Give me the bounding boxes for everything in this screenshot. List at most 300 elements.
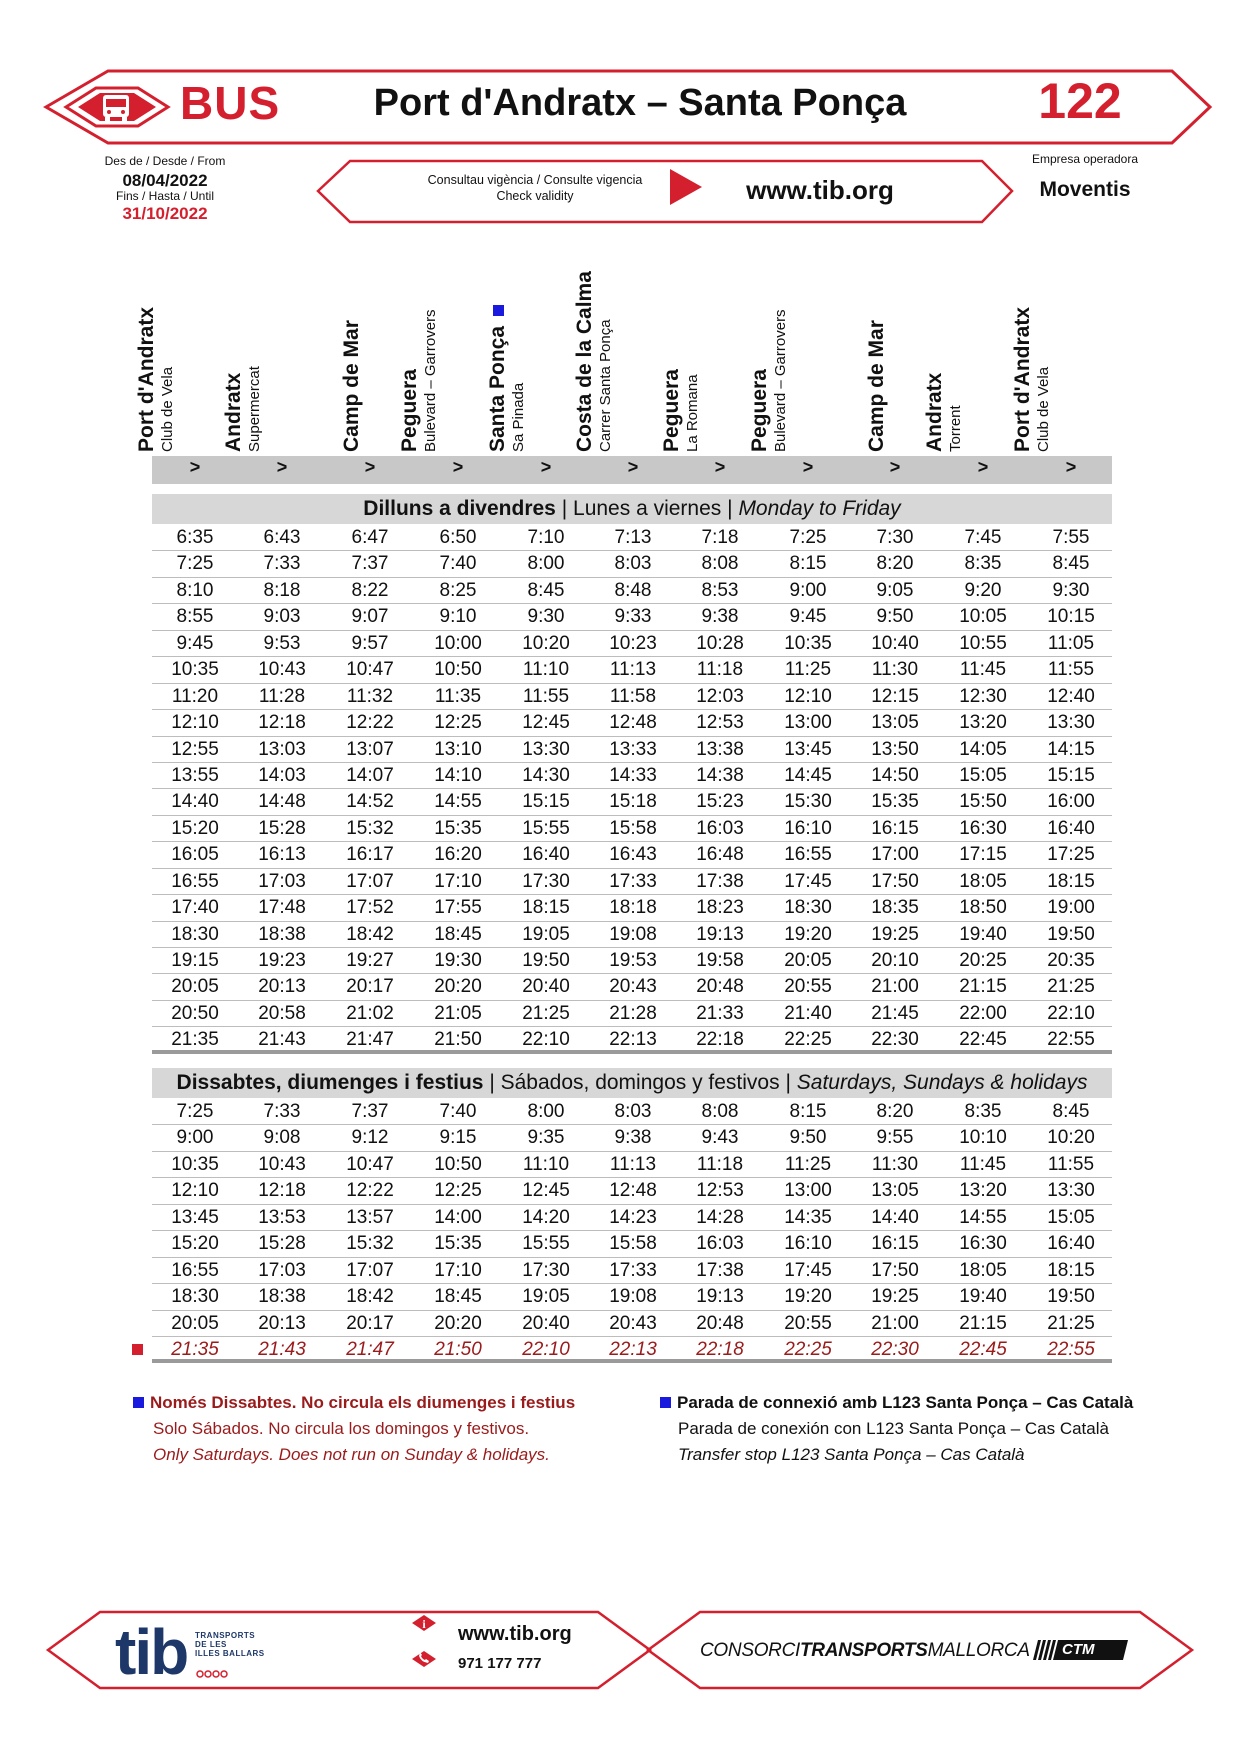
footer-phone[interactable]: 971 177 777 <box>458 1655 542 1672</box>
departure-time: 8:35 <box>964 553 1002 575</box>
departure-time: 10:47 <box>346 659 394 681</box>
departure-time: 9:00 <box>789 579 827 601</box>
timetable-row <box>152 842 1112 868</box>
departure-time: 18:42 <box>346 1286 394 1308</box>
validity-line2: Check validity <box>496 189 574 203</box>
departure-time: 8:20 <box>876 553 914 575</box>
timetable-row <box>152 1152 1112 1178</box>
timetable-row <box>152 1001 1112 1027</box>
departure-time: 22:10 <box>522 1029 570 1051</box>
website-link[interactable]: www.tib.org <box>746 175 894 205</box>
departure-time: 16:48 <box>696 844 744 866</box>
departure-time: 12:10 <box>171 712 219 734</box>
stop-subname: Club de Vela <box>159 366 176 452</box>
departure-time: 7:25 <box>789 527 827 548</box>
departure-time: 15:23 <box>696 791 744 813</box>
departure-time: 9:05 <box>876 579 914 601</box>
stop-subname: Club de Vela <box>1035 366 1052 452</box>
validity-line1: Consultau vigència / Consulte vigencia <box>427 173 643 187</box>
saturday-only-marker-icon <box>132 1344 143 1355</box>
departure-time: 14:15 <box>1047 738 1095 760</box>
departure-time: 10:28 <box>696 632 744 654</box>
departure-time: 19:20 <box>784 923 832 945</box>
departure-time: 15:35 <box>434 1233 482 1255</box>
connection-note-ca: Parada de connexió amb L123 Santa Ponça – Cas Català <box>677 1393 1134 1412</box>
departure-time: 11:58 <box>609 685 657 707</box>
departure-time: 21:05 <box>434 1002 482 1024</box>
departure-time: 12:15 <box>871 685 919 707</box>
stop-name: Costa de la Calma <box>573 271 596 452</box>
departure-time: 22:25 <box>784 1029 832 1051</box>
departure-time: 16:40 <box>522 844 570 866</box>
timetable-row <box>152 631 1112 657</box>
departure-time: 19:13 <box>696 923 744 945</box>
departure-time: 15:58 <box>609 1233 657 1255</box>
departure-time: 11:55 <box>522 685 570 707</box>
direction-arrow: > <box>189 457 201 477</box>
departure-time: 21:50 <box>434 1029 482 1051</box>
departure-time: 22:45 <box>959 1338 1007 1360</box>
departure-time: 14:00 <box>434 1206 482 1228</box>
weekend-title-ca: Dissabtes, diumenges i festius <box>176 1071 484 1094</box>
departure-time: 22:13 <box>609 1338 657 1360</box>
departure-time: 8:00 <box>527 1101 565 1122</box>
departure-time: 7:25 <box>176 1101 214 1122</box>
departure-time: 9:15 <box>439 1127 477 1149</box>
departure-time: 18:30 <box>784 897 832 919</box>
departure-time: 11:55 <box>1047 1153 1095 1175</box>
departure-time: 22:13 <box>609 1029 657 1051</box>
departure-time: 9:20 <box>964 579 1002 601</box>
weekend-timetable <box>152 1099 1112 1363</box>
departure-time: 18:23 <box>696 897 744 919</box>
departure-time: 11:10 <box>522 659 570 681</box>
departure-time: 17:40 <box>171 897 219 919</box>
departure-time: 16:10 <box>784 817 832 839</box>
departure-time: 9:38 <box>701 606 739 628</box>
departure-time: 16:55 <box>171 1259 219 1281</box>
departure-time: 10:50 <box>434 1153 482 1175</box>
stop-name: Andratx <box>222 372 245 452</box>
departure-time: 13:00 <box>784 1180 832 1202</box>
departure-time: 11:30 <box>871 659 919 681</box>
departure-time: 10:05 <box>959 606 1007 628</box>
departure-time: 16:03 <box>696 817 744 839</box>
departure-time: 11:13 <box>609 1153 657 1175</box>
departure-time: 13:30 <box>1047 1180 1095 1202</box>
stop-subname: Supermercat <box>246 366 263 452</box>
departure-time: 12:10 <box>171 1180 219 1202</box>
stop-subname: Bulevard – Garrovers <box>772 309 789 452</box>
timetable-row <box>152 1125 1112 1151</box>
departure-time: 14:50 <box>871 764 919 786</box>
stop-name: Peguera <box>398 369 421 452</box>
departure-time: 19:40 <box>959 1286 1007 1308</box>
departure-time: 20:20 <box>434 976 482 998</box>
departure-time: 16:03 <box>696 1233 744 1255</box>
departure-time: 14:07 <box>346 764 394 786</box>
departure-time: 7:30 <box>876 527 914 548</box>
timetable-row <box>152 604 1112 630</box>
departure-time: 8:25 <box>439 579 477 601</box>
info-icon <box>412 1615 436 1631</box>
connection-note-es: Parada de conexión con L123 Santa Ponça – Cas Català <box>678 1419 1109 1438</box>
departure-time: 9:55 <box>876 1127 914 1149</box>
departure-time: 18:38 <box>258 923 306 945</box>
note-square-icon <box>133 1397 144 1408</box>
departure-time: 7:37 <box>351 553 389 575</box>
timetable-row <box>152 737 1112 763</box>
departure-time: 18:42 <box>346 923 394 945</box>
departure-time: 17:45 <box>784 1259 832 1281</box>
departure-time: 18:35 <box>871 897 919 919</box>
departure-time: 18:05 <box>959 870 1007 892</box>
departure-time: 22:10 <box>522 1338 570 1360</box>
play-arrow-icon <box>670 169 702 205</box>
departure-time: 17:45 <box>784 870 832 892</box>
departure-time: 19:25 <box>871 923 919 945</box>
departure-time: 9:07 <box>351 606 389 628</box>
departure-time: 8:08 <box>701 1101 739 1122</box>
departure-time: 9:35 <box>527 1127 565 1149</box>
departure-time: 9:43 <box>701 1127 739 1149</box>
departure-time: 18:45 <box>434 923 482 945</box>
departure-time: 12:22 <box>346 712 394 734</box>
departure-time: 13:05 <box>871 712 919 734</box>
departure-time: 17:07 <box>346 870 394 892</box>
departure-time: 21:15 <box>959 1312 1007 1334</box>
departure-time: 15:35 <box>871 791 919 813</box>
departure-time: 7:25 <box>176 553 214 575</box>
departure-time: 20:43 <box>609 1312 657 1334</box>
departure-time: 12:48 <box>609 1180 657 1202</box>
departure-time: 9:57 <box>351 632 389 654</box>
timetable-row <box>152 1337 1112 1363</box>
departure-time: 9:03 <box>263 606 301 628</box>
until-label: Fins / Hasta / Until <box>115 189 215 203</box>
departure-time: 14:48 <box>258 791 306 813</box>
departure-time: 21:43 <box>258 1029 306 1051</box>
timetable-row <box>152 657 1112 683</box>
departure-time: 22:18 <box>696 1029 744 1051</box>
departure-time: 20:05 <box>171 1312 219 1334</box>
departure-time: 19:08 <box>609 1286 657 1308</box>
departure-time: 18:30 <box>171 923 219 945</box>
consorci-logo: CONSORCITRANSPORTSMALLORCA <box>700 1640 1030 1661</box>
departure-time: 16:20 <box>434 844 482 866</box>
departure-time: 8:15 <box>789 553 827 575</box>
departure-time: 17:52 <box>346 897 394 919</box>
departure-time: 17:55 <box>434 897 482 919</box>
departure-time: 19:50 <box>1047 1286 1095 1308</box>
departure-time: 11:25 <box>784 1153 832 1175</box>
departure-time: 22:30 <box>871 1338 919 1360</box>
departure-time: 12:40 <box>1047 685 1095 707</box>
departure-time: 18:38 <box>258 1286 306 1308</box>
departure-time: 15:05 <box>959 764 1007 786</box>
direction-arrow: > <box>977 457 989 477</box>
departure-time: 12:53 <box>696 1180 744 1202</box>
departure-time: 19:50 <box>522 950 570 971</box>
departure-time: 14:45 <box>784 764 832 786</box>
weekend-title-en: Saturdays, Sundays & holidays <box>796 1071 1088 1094</box>
departure-time: 7:40 <box>439 1101 477 1122</box>
departure-time: 20:48 <box>696 976 744 998</box>
departure-time: 9:45 <box>176 632 214 654</box>
departure-time: 17:30 <box>522 1259 570 1281</box>
departure-time: 8:20 <box>876 1101 914 1122</box>
departure-time: 9:08 <box>263 1127 301 1149</box>
departure-time: 13:30 <box>1047 712 1095 734</box>
validity-note <box>420 172 650 204</box>
departure-time: 13:45 <box>171 1206 219 1228</box>
timetable-row <box>152 922 1112 948</box>
departure-time: 17:10 <box>434 1259 482 1281</box>
weekday-section-title: Dilluns a divendres | Lunes a viernes | Monday to Friday <box>152 494 1112 524</box>
departure-time: 10:43 <box>258 1153 306 1175</box>
weekday-timetable <box>152 525 1112 1054</box>
departure-time: 19:13 <box>696 1286 744 1308</box>
departure-time: 15:55 <box>522 817 570 839</box>
departure-time: 14:03 <box>258 764 306 786</box>
departure-time: 11:20 <box>171 685 219 707</box>
departure-time: 7:18 <box>701 527 739 548</box>
departure-time: 15:30 <box>784 791 832 813</box>
departure-time: 13:33 <box>609 738 657 760</box>
departure-time: 18:18 <box>609 897 657 919</box>
departure-time: 11:18 <box>696 1153 744 1175</box>
departure-time: 12:25 <box>434 712 482 734</box>
departure-time: 12:18 <box>258 712 306 734</box>
direction-arrow: > <box>627 457 639 477</box>
departure-time: 16:43 <box>609 844 657 866</box>
departure-time: 14:23 <box>609 1206 657 1228</box>
departure-time: 22:45 <box>959 1029 1007 1051</box>
departure-time: 14:30 <box>522 764 570 786</box>
departure-time: 16:55 <box>784 844 832 866</box>
departure-time: 20:17 <box>346 976 394 998</box>
departure-time: 18:15 <box>522 897 570 919</box>
departure-time: 21:28 <box>609 1002 657 1024</box>
timetable-row <box>152 816 1112 842</box>
connection-square-icon <box>660 1397 671 1408</box>
departure-time: 12:10 <box>784 685 832 707</box>
connection-note-en: Transfer stop L123 Santa Ponça – Cas Català <box>678 1445 1025 1464</box>
departure-time: 11:18 <box>696 659 744 681</box>
until-date: 31/10/2022 <box>122 204 208 223</box>
departure-time: 15:28 <box>258 817 306 839</box>
departure-time: 12:45 <box>522 712 570 734</box>
departure-time: 14:40 <box>871 1206 919 1228</box>
departure-time: 13:45 <box>784 738 832 760</box>
departure-time: 21:15 <box>959 976 1007 998</box>
departure-time: 16:17 <box>346 844 394 866</box>
weekend-section-title: Dissabtes, diumenges i festius | Sábados, domingos y festivos | Saturdays, Sundays & holidays <box>152 1068 1112 1098</box>
departure-time: 20:43 <box>609 976 657 998</box>
departure-time: 14:55 <box>434 791 482 813</box>
operator-name: Moventis <box>1039 178 1131 201</box>
departure-time: 20:48 <box>696 1312 744 1334</box>
departure-time: 19:58 <box>696 950 744 971</box>
direction-arrow: > <box>276 457 288 477</box>
departure-time: 21:40 <box>784 1002 832 1024</box>
timetable-row <box>152 578 1112 604</box>
departure-time: 16:55 <box>171 870 219 892</box>
departure-time: 9:45 <box>789 606 827 628</box>
departure-time: 9:10 <box>439 606 477 628</box>
departure-time: 22:55 <box>1047 1338 1095 1360</box>
weekday-title-en: Monday to Friday <box>738 497 901 520</box>
departure-time: 19:08 <box>609 923 657 945</box>
departure-time: 14:40 <box>171 791 219 813</box>
timetable-row <box>152 710 1112 736</box>
departure-time: 16:00 <box>1047 791 1095 813</box>
departure-time: 20:10 <box>871 950 919 971</box>
stop-subname: Torrent <box>947 405 964 452</box>
departure-time: 18:50 <box>959 897 1007 919</box>
departure-time: 11:35 <box>434 685 482 707</box>
svg-text:i: i <box>422 1617 426 1631</box>
departure-time: 13:30 <box>522 738 570 760</box>
departure-time: 6:47 <box>351 527 389 548</box>
departure-time: 15:55 <box>522 1233 570 1255</box>
departure-time: 11:28 <box>258 685 306 707</box>
footer-website-link[interactable]: www.tib.org <box>458 1623 572 1645</box>
departure-time: 8:55 <box>176 606 214 628</box>
departure-time: 8:08 <box>701 553 739 575</box>
departure-time: 21:25 <box>1047 1312 1095 1334</box>
departure-time: 15:20 <box>171 1233 219 1255</box>
departure-time: 20:40 <box>522 976 570 998</box>
direction-arrow: > <box>540 457 552 477</box>
departure-time: 9:50 <box>789 1127 827 1149</box>
departure-time: 22:30 <box>871 1029 919 1051</box>
departure-time: 14:05 <box>959 738 1007 760</box>
departure-time: 11:10 <box>522 1153 570 1175</box>
departure-time: 17:07 <box>346 1259 394 1281</box>
departure-time: 19:53 <box>609 950 657 971</box>
timetable-row <box>152 1178 1112 1204</box>
direction-arrow: > <box>452 457 464 477</box>
departure-time: 8:00 <box>527 553 565 575</box>
departure-time: 21:25 <box>1047 976 1095 998</box>
departure-time: 16:15 <box>871 817 919 839</box>
departure-time: 14:55 <box>959 1206 1007 1228</box>
weekend-title-es: Sábados, domingos y festivos <box>500 1071 780 1094</box>
departure-time: 11:25 <box>784 659 832 681</box>
departure-time: 10:35 <box>784 632 832 654</box>
departure-time: 21:33 <box>696 1002 744 1024</box>
departure-time: 12:48 <box>609 712 657 734</box>
stop-name: Peguera <box>748 369 771 452</box>
departure-time: 8:45 <box>1052 1101 1090 1122</box>
direction-arrow: > <box>364 457 376 477</box>
departure-time: 22:10 <box>1047 1002 1095 1024</box>
departure-time: 17:00 <box>871 844 919 866</box>
departure-time: 10:20 <box>522 632 570 654</box>
departure-time: 20:20 <box>434 1312 482 1334</box>
departure-time: 22:55 <box>1047 1029 1095 1051</box>
from-date: 08/04/2022 <box>122 171 208 190</box>
departure-time: 16:10 <box>784 1233 832 1255</box>
departure-time: 15:05 <box>1047 1206 1095 1228</box>
departure-time: 15:32 <box>346 817 394 839</box>
departure-time: 19:27 <box>346 950 394 971</box>
departure-time: 18:05 <box>959 1259 1007 1281</box>
departure-time: 10:35 <box>171 659 219 681</box>
departure-time: 12:30 <box>959 685 1007 707</box>
departure-time: 17:33 <box>609 1259 657 1281</box>
departure-time: 20:35 <box>1047 950 1095 971</box>
departure-time: 16:40 <box>1047 817 1095 839</box>
connection-marker-icon <box>493 305 504 316</box>
departure-time: 8:53 <box>701 579 739 601</box>
stop-name: Santa Ponça <box>486 305 510 452</box>
stop-subname: Sa Pinada <box>510 382 527 452</box>
timetable-row <box>152 1205 1112 1231</box>
departure-time: 13:57 <box>346 1206 394 1228</box>
departure-time: 7:10 <box>527 527 565 548</box>
departure-time: 17:03 <box>258 870 306 892</box>
departure-time: 6:43 <box>263 527 301 548</box>
departure-time: 16:40 <box>1047 1233 1095 1255</box>
departure-time: 19:25 <box>871 1286 919 1308</box>
departure-time: 9:30 <box>1052 579 1090 601</box>
direction-arrow: > <box>802 457 814 477</box>
departure-time: 10:00 <box>434 632 482 654</box>
departure-time: 20:50 <box>171 1002 219 1024</box>
departure-time: 15:15 <box>522 791 570 813</box>
departure-time: 15:18 <box>609 791 657 813</box>
stop-name: Peguera <box>660 369 683 452</box>
departure-time: 19:20 <box>784 1286 832 1308</box>
departure-time: 14:52 <box>346 791 394 813</box>
departure-time: 9:53 <box>263 632 301 654</box>
departure-time: 22:18 <box>696 1338 744 1360</box>
line-number: 122 <box>1038 73 1122 129</box>
departure-time: 17:33 <box>609 870 657 892</box>
departure-time: 16:05 <box>171 844 219 866</box>
timetable-row <box>152 1311 1112 1337</box>
departure-time: 7:13 <box>614 527 652 548</box>
departure-time: 22:25 <box>784 1338 832 1360</box>
departure-time: 21:25 <box>522 1002 570 1024</box>
departure-time: 12:45 <box>522 1180 570 1202</box>
timetable-row <box>152 869 1112 895</box>
departure-time: 6:50 <box>439 527 477 548</box>
departure-time: 19:40 <box>959 923 1007 945</box>
departure-time: 8:35 <box>964 1101 1002 1122</box>
weekday-title-ca: Dilluns a divendres <box>363 497 556 520</box>
departure-time: 18:30 <box>171 1286 219 1308</box>
departure-time: 15:15 <box>1047 764 1095 786</box>
departure-time: 10:20 <box>1047 1127 1095 1149</box>
departure-time: 17:50 <box>871 1259 919 1281</box>
departure-time: 8:03 <box>614 1101 652 1122</box>
departure-time: 11:32 <box>346 685 394 707</box>
direction-arrow: > <box>714 457 726 477</box>
timetable-row <box>152 974 1112 1000</box>
departure-time: 13:10 <box>434 738 482 760</box>
departure-time: 14:33 <box>609 764 657 786</box>
departure-time: 13:03 <box>258 738 306 760</box>
operator-label: Empresa operadora <box>1031 152 1139 166</box>
departure-time: 10:40 <box>871 632 919 654</box>
departure-time: 17:38 <box>696 1259 744 1281</box>
departure-time: 13:00 <box>784 712 832 734</box>
departure-time: 10:43 <box>258 659 306 681</box>
departure-time: 15:32 <box>346 1233 394 1255</box>
